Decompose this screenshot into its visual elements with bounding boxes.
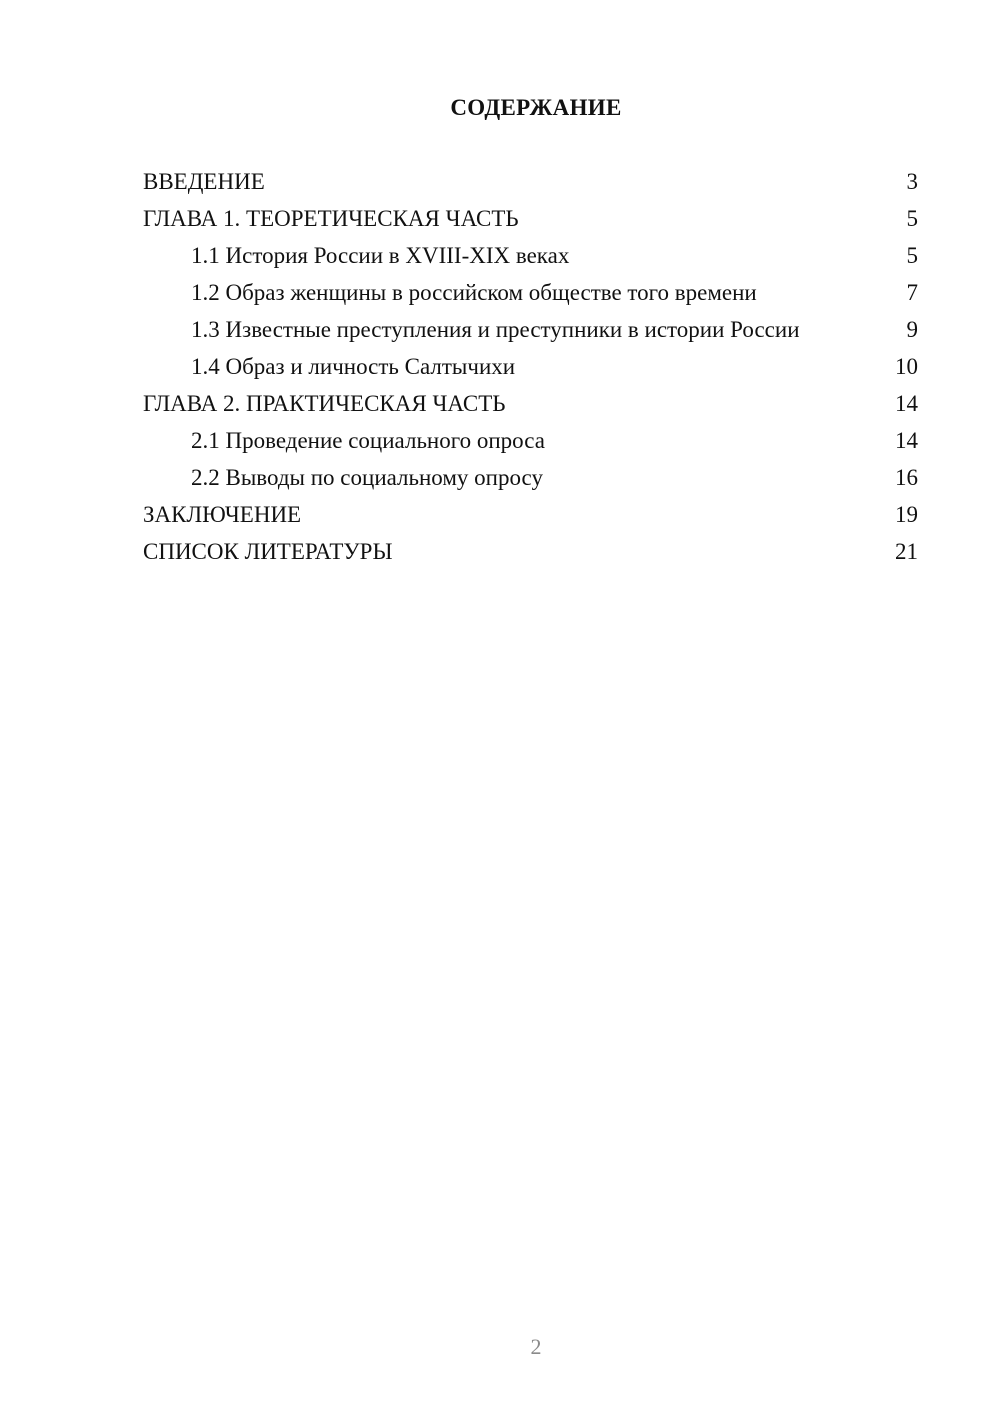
toc-entry-page: 3 <box>906 169 918 194</box>
toc-entry-section-1-1[interactable] <box>143 242 918 269</box>
toc-entry-conclusion[interactable] <box>143 501 918 528</box>
toc-entry-text: ВВЕДЕНИЕ <box>143 169 265 194</box>
toc-entry-page: 9 <box>906 317 918 342</box>
toc-entry-page: 21 <box>895 539 918 564</box>
toc-entry-text: 1.2 Образ женщины в российском обществе того времени <box>191 280 757 305</box>
toc-entry-section-2-2[interactable] <box>143 464 918 491</box>
toc-entry-bibliography[interactable] <box>143 538 918 565</box>
page-title: СОДЕРЖАНИЕ <box>450 95 622 120</box>
toc-entry-page: 14 <box>895 428 918 453</box>
toc-entry-text: ГЛАВА 1. ТЕОРЕТИЧЕСКАЯ ЧАСТЬ <box>143 206 519 231</box>
toc-entry-section-1-3[interactable] <box>143 316 918 343</box>
toc-entry-chapter-2[interactable] <box>143 390 918 417</box>
toc-entry-text: 1.1 История России в XVIII-XIX веках <box>191 243 570 268</box>
toc-entry-introduction[interactable] <box>143 168 918 195</box>
toc-entry-page: 19 <box>895 502 918 527</box>
toc-entry-text: СПИСОК ЛИТЕРАТУРЫ <box>143 539 393 564</box>
toc-entry-page: 5 <box>906 243 918 268</box>
toc-entry-text: ГЛАВА 2. ПРАКТИЧЕСКАЯ ЧАСТЬ <box>143 391 506 416</box>
toc-entry-section-2-1[interactable] <box>143 427 918 454</box>
table-of-contents <box>143 168 918 575</box>
toc-entry-page: 10 <box>895 354 918 379</box>
toc-entry-page: 14 <box>895 391 918 416</box>
toc-entry-chapter-1[interactable] <box>143 205 918 232</box>
toc-entry-section-1-4[interactable] <box>143 353 918 380</box>
toc-entry-text: ЗАКЛЮЧЕНИЕ <box>143 502 302 527</box>
toc-entry-text: 1.4 Образ и личность Салтычихи <box>191 354 516 379</box>
toc-entry-page: 16 <box>895 465 918 490</box>
page-number: 2 <box>530 1334 542 1359</box>
toc-entry-page: 5 <box>906 206 918 231</box>
toc-entry-text: 2.2 Выводы по социальному опросу <box>191 465 543 490</box>
toc-entry-text: 1.3 Известные преступления и преступники в истории России <box>191 317 800 342</box>
toc-entry-text: 2.1 Проведение социального опроса <box>191 428 545 453</box>
toc-entry-section-1-2[interactable] <box>143 279 918 306</box>
toc-entry-page: 7 <box>906 280 918 305</box>
